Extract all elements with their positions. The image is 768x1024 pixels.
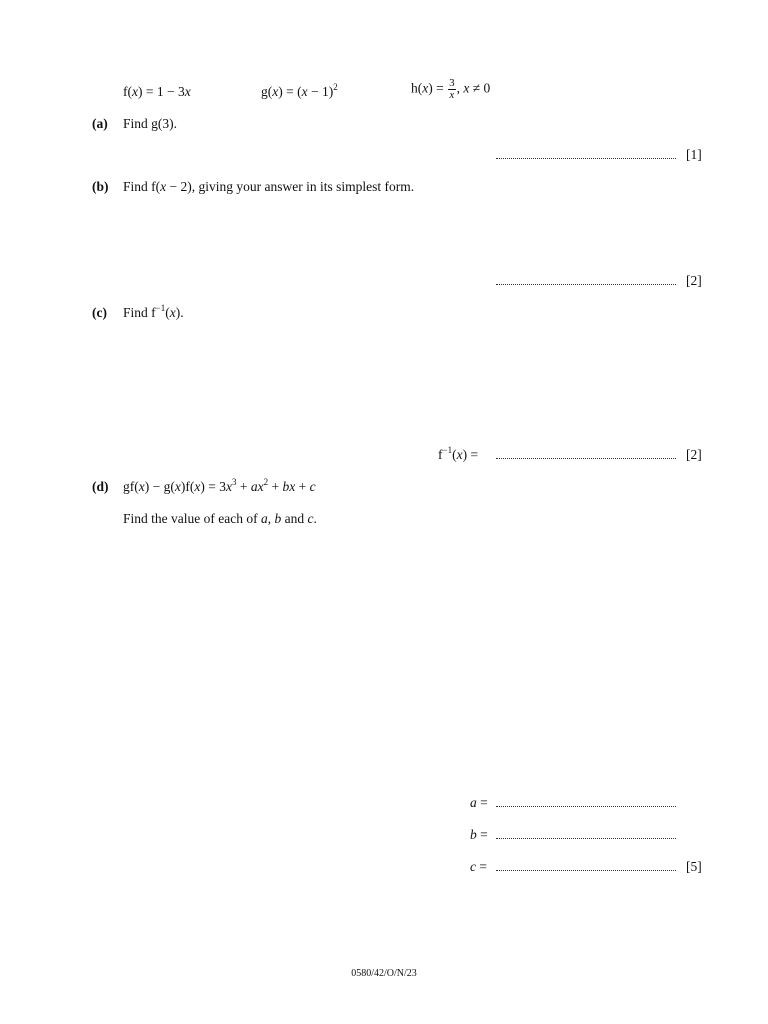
g-rhs-2: − 1) <box>307 84 334 99</box>
f-name: f <box>123 84 128 99</box>
part-d-answer-b-label: b = <box>470 827 488 842</box>
part-d-answer-a-label: a = <box>470 795 488 810</box>
part-d-marks: [5] <box>686 859 702 874</box>
function-h-definition: h(x) = $\frac{3}{x}$ , x ≠ 0 <box>411 77 491 101</box>
page-footer-code: 0580/42/O/N/23 <box>351 968 417 979</box>
part-c-answer-f: f <box>438 447 443 462</box>
function-g-definition: $g(x) = (x - 1)^2$ <box>261 82 338 99</box>
part-a-label: (a) <box>92 116 108 131</box>
h-condition-var: x <box>463 80 470 96</box>
part-b-text-pre: Find f( <box>123 179 161 194</box>
part-c-question: Find $f^{-1}(x)$. <box>123 303 184 320</box>
h-name: h <box>411 80 418 96</box>
part-b-label: (b) <box>92 179 109 194</box>
part-c-answer-eq: = <box>467 447 479 462</box>
part-d-instruction: Find the value of each of a, b and c. <box>123 511 317 526</box>
part-d-end: . <box>313 511 317 526</box>
part-d-var-c: c <box>307 511 314 526</box>
f-rhs: = 1 − 3 <box>145 84 185 99</box>
part-d-answer-b-line[interactable] <box>496 827 676 843</box>
h-denominator: x <box>449 89 455 101</box>
g-name: g <box>261 84 268 99</box>
part-d-answer-c-line[interactable] <box>496 859 676 875</box>
part-d-equation: $gf(x) - g(x)f(x) = 3x^3 + ax^2$ + bx + c <box>123 477 316 494</box>
part-d-var-b: b <box>274 511 282 526</box>
g-var: x <box>272 84 279 99</box>
part-c-exponent: −1 <box>155 303 166 313</box>
h-var: x <box>422 80 429 96</box>
f-var: x <box>132 84 138 99</box>
part-b-text-rest: − 2), giving your answer in its simplest form. <box>166 179 415 194</box>
part-d-answer-c-label: c = <box>470 859 487 874</box>
part-d-instruction-pre: Find the value of each of <box>123 511 261 526</box>
function-f-definition: f(x) = 1 − 3x <box>123 84 191 99</box>
part-c-marks: [2] <box>686 447 702 462</box>
part-d-answer-a-line[interactable] <box>496 795 676 811</box>
part-b-marks: [2] <box>686 273 702 288</box>
part-d-var-a: a <box>260 511 268 526</box>
part-a-marks: [1] <box>686 147 702 162</box>
part-c-answer-var: x <box>456 447 463 462</box>
h-condition: ≠ 0 <box>469 80 491 96</box>
part-c-label: (c) <box>92 305 107 320</box>
part-a-answer-line[interactable] <box>496 147 676 163</box>
g-exponent: 2 <box>333 82 338 92</box>
part-b-var: x <box>160 179 167 194</box>
part-c-answer-exponent: −1 <box>442 445 453 455</box>
part-d-and: and <box>281 511 308 526</box>
h-eq: = <box>436 80 444 96</box>
part-c-var: x <box>169 305 176 320</box>
part-c-answer-line[interactable] <box>496 447 676 463</box>
h-fraction <box>448 78 456 101</box>
g-rhs-var: x <box>301 84 308 99</box>
f-rhs-var: x <box>184 84 191 99</box>
part-c-answer-label: $f^{-1}(x)$ = <box>438 445 479 462</box>
part-d-label: (d) <box>92 479 109 494</box>
g-rhs: = ( <box>286 84 302 99</box>
part-b-question <box>123 179 414 195</box>
part-a-question: Find g(3). <box>123 116 177 131</box>
part-c-text-pre: Find f <box>123 305 156 320</box>
h-numerator: 3 <box>449 77 455 89</box>
part-b-answer-line[interactable] <box>496 273 676 289</box>
